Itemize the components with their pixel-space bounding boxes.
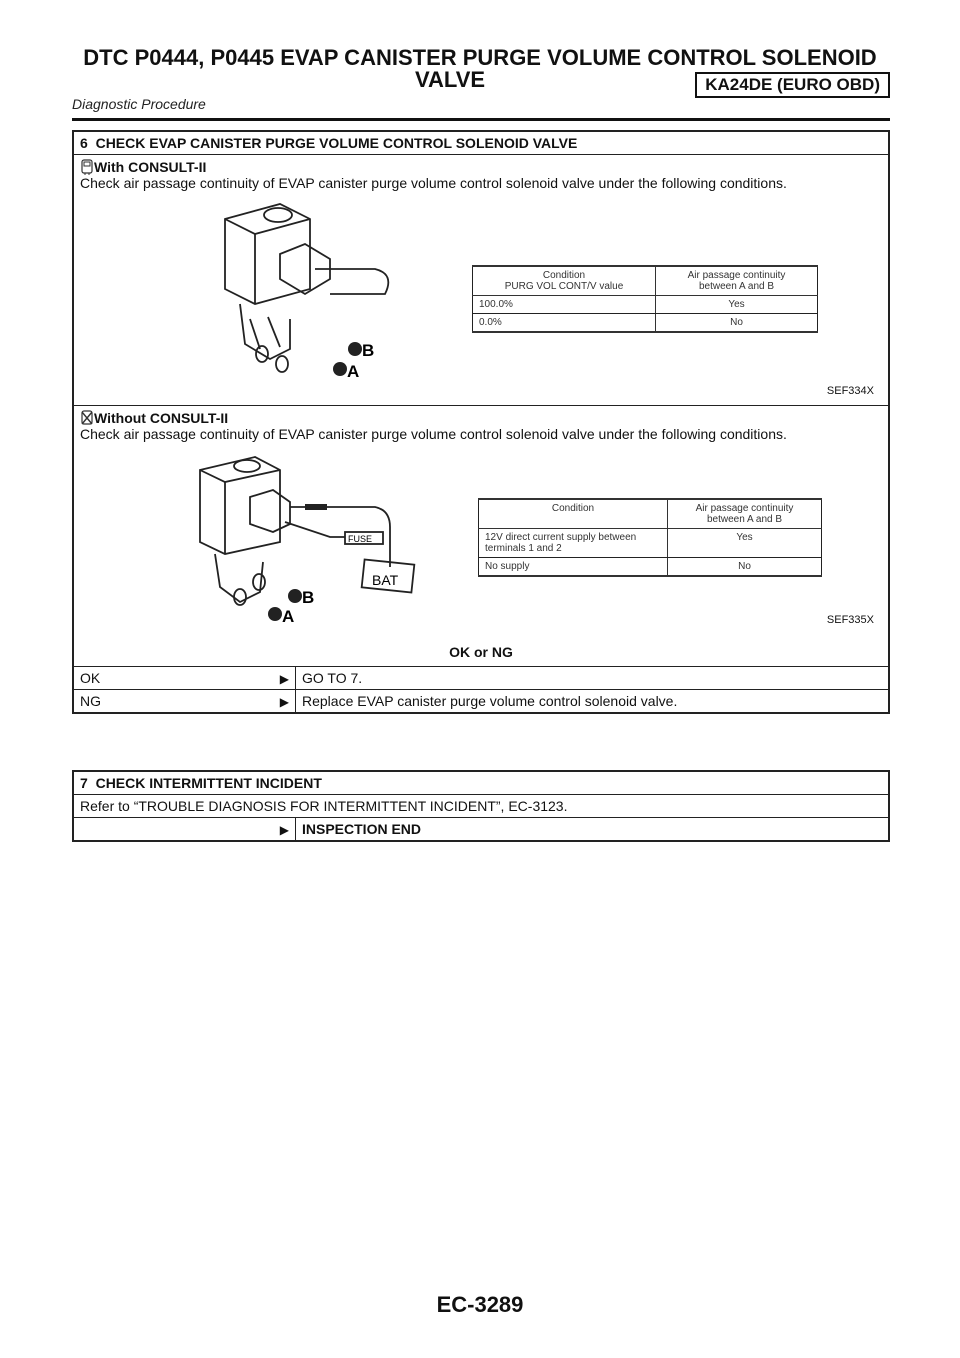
fig1-header-continuity: Air passage continuity between A and B — [656, 266, 818, 296]
step6-title: CHECK EVAP CANISTER PURGE VOLUME CONTROL SOLENOID VALVE — [95, 135, 578, 151]
fig1-code: SEF334X — [826, 385, 874, 397]
figure-sef334x — [80, 191, 882, 401]
fig2-row1-continuity: Yes — [668, 529, 822, 558]
fig1-header-condition: Condition PURG VOL CONT/V value — [473, 266, 656, 296]
fig2-row2-condition: No supply — [479, 558, 668, 577]
fig1-row2-condition: 0.0% — [473, 314, 656, 333]
right-arrow-icon: ▶ — [279, 823, 289, 837]
result-ok-label: OK — [73, 667, 253, 690]
step6-body — [73, 155, 889, 406]
fig1-label-b: B — [362, 341, 375, 360]
fig2-code: SEF335X — [826, 614, 874, 626]
result-ng-action: Replace EVAP canister purge volume control solenoid valve. — [296, 690, 890, 714]
step7-title: CHECK INTERMITTENT INCIDENT — [95, 775, 322, 791]
result-row-end — [73, 818, 889, 842]
fig2-header-condition: Condition — [479, 499, 668, 529]
fig1-row1-continuity: Yes — [656, 296, 818, 314]
section-subtitle: Diagnostic Procedure — [72, 96, 206, 112]
fig1-row1-condition: 100.0% — [473, 296, 656, 314]
fig2-header-continuity: Air passage continuity between A and B — [668, 499, 822, 529]
step6-table — [72, 130, 890, 714]
page-title-line1: DTC P0444, P0445 EVAP CANISTER PURGE VOLUME CONTROL SOLENOID — [83, 45, 877, 70]
no-tester-icon — [80, 410, 94, 426]
result-ng-label: NG — [73, 690, 253, 714]
battery-label: BAT — [372, 572, 399, 588]
engine-badge: KA24DE (EURO OBD) — [695, 72, 890, 98]
step7-table — [72, 770, 890, 842]
fuse-label: FUSE — [348, 534, 373, 544]
step7-text: Refer to “TROUBLE DIAGNOSIS FOR INTERMITTENT INCIDENT”, EC-3123. — [73, 795, 889, 818]
step6-header — [73, 131, 889, 155]
ok-or-ng-heading: OK or NG — [449, 644, 513, 660]
without-consult-label: Without CONSULT-II — [94, 410, 229, 426]
without-consult-text: Check air passage continuity of EVAP canister purge volume control solenoid valve under the following conditions. — [80, 426, 787, 442]
fig2-label-a: A — [282, 607, 295, 626]
step6-number: 6 — [80, 135, 88, 151]
fig1-row2-continuity: No — [656, 314, 818, 333]
inspection-end-label: INSPECTION END — [296, 818, 890, 842]
fig1-label-a: A — [347, 362, 360, 381]
right-arrow-icon: ▶ — [279, 695, 289, 709]
page-title-line2: VALVE — [414, 67, 486, 92]
header-rule — [72, 118, 890, 121]
result-row-ng — [73, 690, 889, 714]
step7-number: 7 — [80, 775, 88, 791]
solenoid-valve-illustration — [200, 199, 400, 389]
fig2-row2-continuity: No — [668, 558, 822, 577]
right-arrow-icon: ▶ — [279, 672, 289, 686]
fig2-condition-table — [478, 498, 822, 577]
fig2-row1-condition: 12V direct current supply between terminals 1 and 2 — [479, 529, 668, 558]
step6-body-without — [73, 406, 889, 667]
fig1-condition-table — [472, 265, 818, 333]
solenoid-battery-illustration — [185, 452, 425, 627]
fig2-label-b: B — [302, 588, 315, 607]
page-number: EC-3289 — [436, 1292, 524, 1317]
consult-tester-icon — [80, 159, 94, 175]
with-consult-label: With CONSULT-II — [94, 159, 207, 175]
figure-sef335x — [80, 442, 882, 642]
result-row-ok — [73, 667, 889, 690]
result-ok-action: GO TO 7. — [296, 667, 890, 690]
step7-header — [73, 771, 889, 795]
with-consult-text: Check air passage continuity of EVAP canister purge volume control solenoid valve under the following conditions. — [80, 175, 787, 191]
